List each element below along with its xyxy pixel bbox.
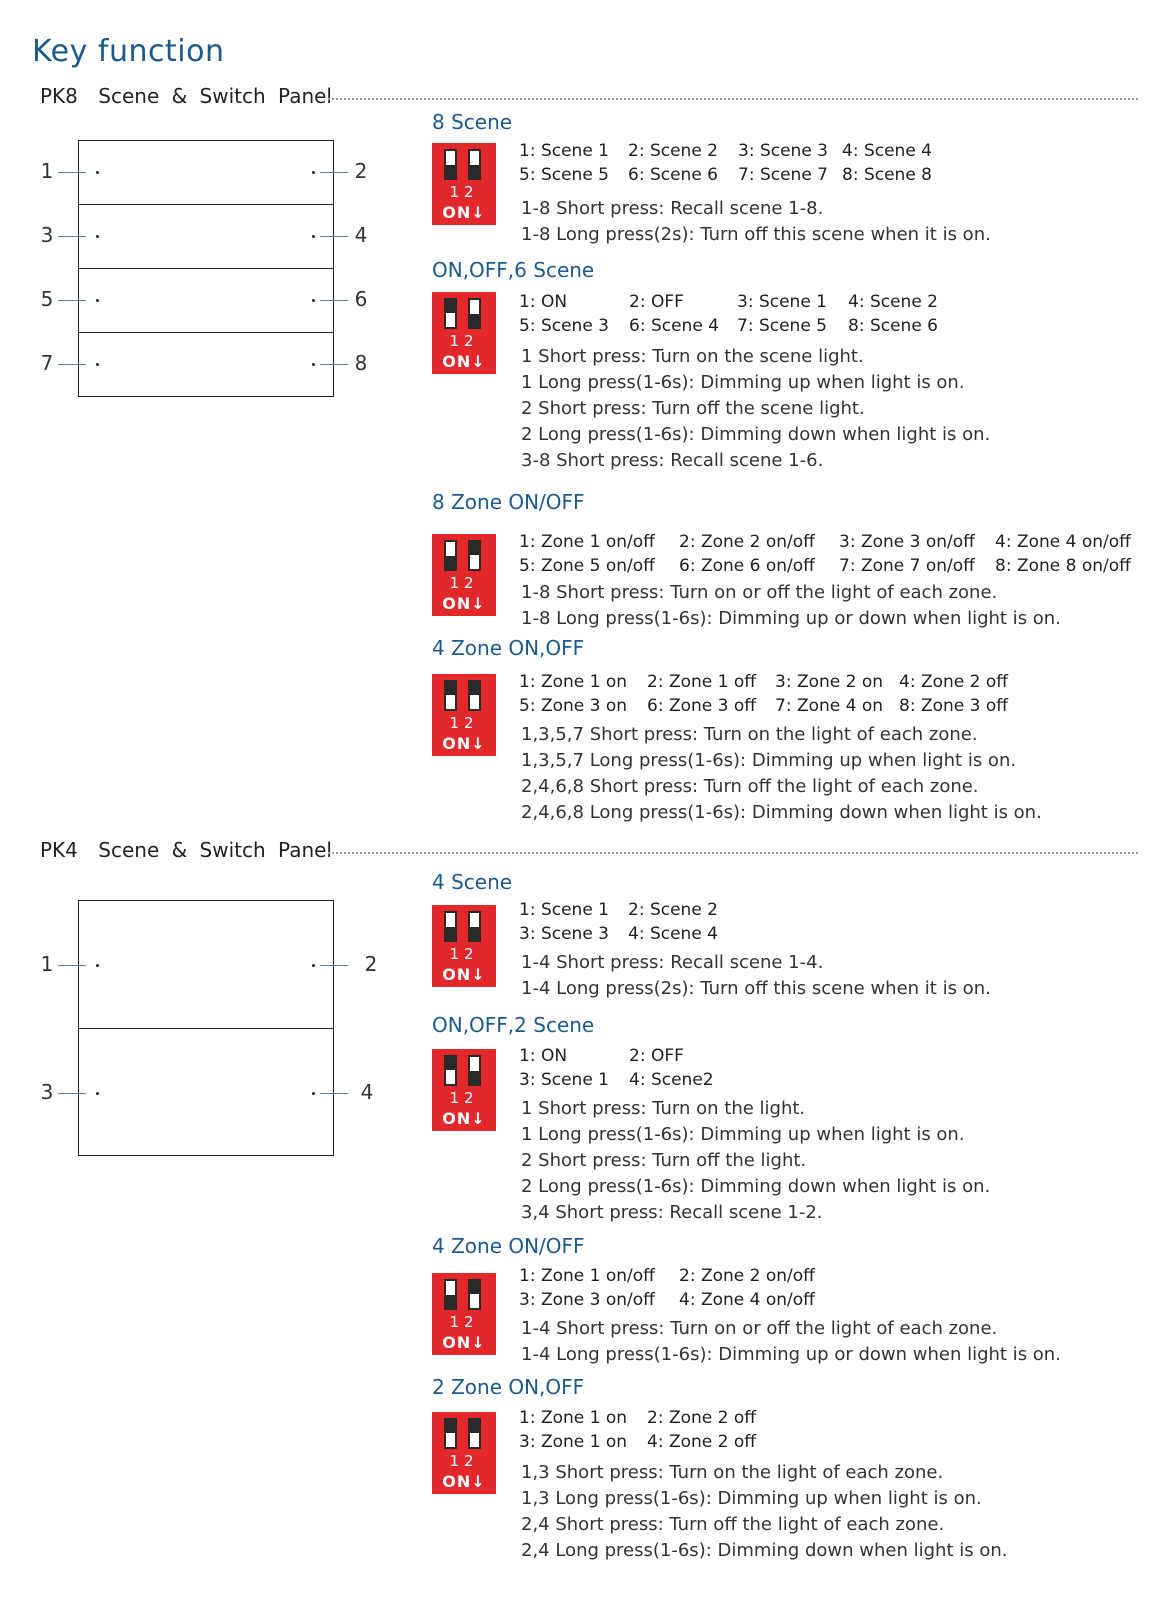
pk8-key-dot <box>96 235 99 238</box>
description-line: 1,3,5,7 Short press: Turn on the light of each zone. <box>521 724 978 745</box>
pk8-label-4: 4 <box>354 223 368 247</box>
dip-knob-2 <box>470 555 479 569</box>
key-assignment: 3: Zone 3 on/off <box>519 1290 655 1310</box>
pk8-diagram <box>40 140 370 400</box>
pk8-mode-description <box>521 344 990 474</box>
pk8-key-map <box>519 670 1008 718</box>
key-map-row <box>519 1264 815 1288</box>
key-assignment: 3: Zone 1 on <box>519 1432 628 1452</box>
description-line: 2,4 Short press: Turn off the light of each zone. <box>521 1514 945 1535</box>
pk8-key-dot <box>96 171 99 174</box>
key-assignment: 1: ON <box>519 1046 568 1066</box>
pk4-leader <box>320 965 348 966</box>
key-map-row <box>519 898 718 922</box>
key-assignment: 4: Zone 4 on/off <box>995 532 1131 552</box>
key-assignment: 3: Scene 3 <box>738 141 828 161</box>
page-title: Key function <box>32 34 225 69</box>
dip-on-label: ON↓ <box>442 1333 486 1352</box>
key-assignment: 8: Scene 8 <box>842 165 932 185</box>
dip-knob-2 <box>470 1057 479 1071</box>
pk8-leader <box>320 236 348 237</box>
pk4-key-row-2 <box>79 1029 333 1155</box>
pk4-divider <box>328 852 1138 854</box>
pk8-code: PK8 <box>40 84 78 108</box>
pk8-mode-heading: 4 Zone ON,OFF <box>432 636 585 660</box>
dip-on-label: ON↓ <box>442 594 486 613</box>
pk8-key-dot <box>312 363 315 366</box>
pk4-label-1: 1 <box>40 952 54 976</box>
pk8-divider <box>328 98 1138 100</box>
pk4-key-dot <box>312 1092 315 1095</box>
key-assignment: 3: Scene 1 <box>737 292 827 312</box>
pk8-key-row-2 <box>79 205 333 269</box>
dip-on-label: ON↓ <box>442 203 486 222</box>
key-assignment: 4: Scene 4 <box>628 924 718 944</box>
description-line: 2,4 Long press(1-6s): Dimming down when light is on. <box>521 1540 1008 1561</box>
description-line: 1-4 Long press(2s): Turn off this scene when it is on. <box>521 978 991 999</box>
key-assignment: 1: Scene 1 <box>519 900 609 920</box>
pk8-panel-title <box>40 84 332 108</box>
description-line: 1,3,5,7 Long press(1-6s): Dimming up when light is on. <box>521 750 1017 771</box>
description-line: 1,3 Long press(1-6s): Dimming up when light is on. <box>521 1488 982 1509</box>
pk8-key-dot <box>312 235 315 238</box>
pk4-leader <box>320 1093 348 1094</box>
dip-numbers: 12 <box>449 1089 479 1107</box>
description-line: 1,3 Short press: Turn on the light of each zone. <box>521 1462 944 1483</box>
key-assignment: 8: Scene 6 <box>848 316 938 336</box>
key-assignment: 2: OFF <box>629 292 684 312</box>
key-map-row <box>519 1068 714 1092</box>
key-map-row <box>519 670 1008 694</box>
pk4-key-dot <box>312 964 315 967</box>
pk4-key-map <box>519 1264 815 1312</box>
pk8-label-5: 5 <box>40 287 54 311</box>
dip-switch-icon <box>432 143 496 225</box>
description-line: 1-4 Short press: Turn on or off the light of each zone. <box>521 1318 998 1339</box>
pk4-key-dot <box>96 964 99 967</box>
key-assignment: 2: OFF <box>629 1046 684 1066</box>
dip-knob-2 <box>470 1294 479 1308</box>
dip-numbers: 12 <box>449 183 479 201</box>
pk4-key-map <box>519 898 718 946</box>
pk8-key-map <box>519 139 932 187</box>
key-assignment: 5: Scene 5 <box>519 165 609 185</box>
key-assignment: 6: Scene 6 <box>628 165 718 185</box>
pk8-label-8: 8 <box>354 351 368 375</box>
key-assignment: 2: Zone 1 off <box>647 672 756 692</box>
dip-numbers: 12 <box>449 1452 479 1470</box>
key-assignment: 1: Scene 1 <box>519 141 609 161</box>
key-assignment: 2: Zone 2 on/off <box>679 532 815 552</box>
key-assignment: 4: Zone 2 off <box>647 1432 756 1452</box>
key-map-row <box>519 314 938 338</box>
pk4-mode-description <box>521 1316 1061 1368</box>
key-assignment: 8: Zone 3 off <box>899 696 1008 716</box>
description-line: 1-8 Long press(2s): Turn off this scene when it is on. <box>521 224 991 245</box>
key-map-row <box>519 1044 714 1068</box>
pk4-label-3: 3 <box>40 1080 54 1104</box>
pk4-panel-title <box>40 838 332 862</box>
dip-switch-icon <box>432 292 496 374</box>
dip-numbers: 12 <box>449 332 479 350</box>
pk4-code: PK4 <box>40 838 78 862</box>
key-assignment: 4: Scene 2 <box>848 292 938 312</box>
pk8-key-map <box>519 530 1131 578</box>
key-assignment: 4: Zone 4 on/off <box>679 1290 815 1310</box>
key-assignment: 3: Scene 1 <box>519 1070 609 1090</box>
dip-knob-1 <box>446 695 455 709</box>
pk8-leader <box>320 172 348 173</box>
key-assignment: 5: Zone 5 on/off <box>519 556 655 576</box>
key-assignment: 1: Zone 1 on <box>519 1408 628 1428</box>
key-assignment: 6: Scene 4 <box>629 316 719 336</box>
pk4-mode-description <box>521 1460 1007 1564</box>
key-map-row <box>519 1406 756 1430</box>
dip-knob-2 <box>470 1433 479 1447</box>
pk4-label-2: 2 <box>364 952 378 976</box>
description-line: 2 Long press(1-6s): Dimming down when light is on. <box>521 424 991 445</box>
key-map-row <box>519 1430 756 1454</box>
pk8-label-2: 2 <box>354 159 368 183</box>
pk8-leader <box>320 300 348 301</box>
key-assignment: 2: Scene 2 <box>628 141 718 161</box>
key-assignment: 7: Zone 7 on/off <box>839 556 975 576</box>
dip-knob-1 <box>446 1433 455 1447</box>
dip-switch-icon <box>432 1412 496 1494</box>
pk8-mode-description <box>521 580 1061 632</box>
key-assignment: 7: Scene 7 <box>738 165 828 185</box>
key-assignment: 6: Zone 3 off <box>647 696 756 716</box>
dip-on-label: ON↓ <box>442 1472 486 1491</box>
dip-knob-2 <box>470 695 479 709</box>
description-line: 1-8 Long press(1-6s): Dimming up or down when light is on. <box>521 608 1061 629</box>
dip-knob-1 <box>446 542 455 556</box>
description-line: 1 Long press(1-6s): Dimming up when light is on. <box>521 1124 965 1145</box>
key-assignment: 3: Scene 3 <box>519 924 609 944</box>
key-map-row <box>519 554 1131 578</box>
dip-on-label: ON↓ <box>442 734 486 753</box>
key-map-row <box>519 139 932 163</box>
pk4-key-dot <box>96 1092 99 1095</box>
dip-knob-1 <box>446 151 455 165</box>
key-assignment: 4: Scene 4 <box>842 141 932 161</box>
description-line: 3-8 Short press: Recall scene 1-6. <box>521 450 824 471</box>
key-assignment: 5: Scene 3 <box>519 316 609 336</box>
dip-switch-icon <box>432 1273 496 1355</box>
description-line: 1-4 Short press: Recall scene 1-4. <box>521 952 824 973</box>
key-assignment: 8: Zone 8 on/off <box>995 556 1131 576</box>
key-assignment: 1: Zone 1 on/off <box>519 532 655 552</box>
pk8-key-dot <box>96 363 99 366</box>
dip-on-label: ON↓ <box>442 352 486 371</box>
key-map-row <box>519 922 718 946</box>
pk4-label-4: 4 <box>360 1080 374 1104</box>
pk4-key-row-1 <box>79 901 333 1029</box>
key-assignment: 7: Zone 4 on <box>775 696 884 716</box>
pk4-mode-description <box>521 1096 990 1226</box>
key-map-row <box>519 530 1131 554</box>
pk8-key-dot <box>96 299 99 302</box>
pk8-leader <box>58 172 86 173</box>
key-assignment: 1: Zone 1 on/off <box>519 1266 655 1286</box>
pk8-key-dot <box>312 171 315 174</box>
pk8-label-3: 3 <box>40 223 54 247</box>
pk4-name: Scene & Switch Panel <box>98 838 332 862</box>
dip-knob-1 <box>446 913 455 927</box>
pk4-key-map <box>519 1406 756 1454</box>
description-line: 2,4,6,8 Short press: Turn off the light of each zone. <box>521 776 979 797</box>
pk4-key-map <box>519 1044 714 1092</box>
pk4-leader <box>58 1093 86 1094</box>
pk4-mode-heading: 4 Scene <box>432 870 513 894</box>
pk8-mode-heading: 8 Zone ON/OFF <box>432 490 585 514</box>
pk8-mode-description <box>521 196 991 248</box>
key-assignment: 3: Zone 2 on <box>775 672 884 692</box>
description-line: 1 Short press: Turn on the light. <box>521 1098 806 1119</box>
dip-on-label: ON↓ <box>442 965 486 984</box>
dip-knob-2 <box>470 300 479 314</box>
description-line: 1-4 Long press(1-6s): Dimming up or down when light is on. <box>521 1344 1061 1365</box>
dip-knob-1 <box>446 313 455 327</box>
key-assignment: 1: Zone 1 on <box>519 672 628 692</box>
description-line: 1 Long press(1-6s): Dimming up when light is on. <box>521 372 965 393</box>
dip-knob-2 <box>470 913 479 927</box>
dip-knob-1 <box>446 1070 455 1084</box>
description-line: 1-8 Short press: Recall scene 1-8. <box>521 198 824 219</box>
pk8-label-1: 1 <box>40 159 54 183</box>
pk8-name: Scene & Switch Panel <box>98 84 332 108</box>
pk8-leader <box>58 300 86 301</box>
description-line: 2 Long press(1-6s): Dimming down when light is on. <box>521 1176 991 1197</box>
key-map-row <box>519 163 932 187</box>
key-assignment: 6: Zone 6 on/off <box>679 556 815 576</box>
key-map-row <box>519 1288 815 1312</box>
pk4-leader <box>58 965 86 966</box>
key-assignment: 3: Zone 3 on/off <box>839 532 975 552</box>
pk8-key-row-3 <box>79 269 333 333</box>
key-map-row <box>519 290 938 314</box>
pk8-key-map <box>519 290 938 338</box>
key-assignment: 4: Zone 2 off <box>899 672 1008 692</box>
pk8-leader <box>58 364 86 365</box>
pk8-label-6: 6 <box>354 287 368 311</box>
description-line: 2,4,6,8 Long press(1-6s): Dimming down when light is on. <box>521 802 1042 823</box>
description-line: 2 Short press: Turn off the scene light. <box>521 398 865 419</box>
pk8-key-row-1 <box>79 141 333 205</box>
dip-switch-icon <box>432 905 496 987</box>
key-assignment: 2: Scene 2 <box>628 900 718 920</box>
dip-knob-1 <box>446 1281 455 1295</box>
pk4-mode-heading: ON,OFF,2 Scene <box>432 1013 595 1037</box>
dip-numbers: 12 <box>449 945 479 963</box>
pk4-panel-outline <box>78 900 334 1156</box>
pk8-leader <box>58 236 86 237</box>
pk8-label-7: 7 <box>40 351 54 375</box>
description-line: 1 Short press: Turn on the scene light. <box>521 346 864 367</box>
pk8-key-row-4 <box>79 333 333 396</box>
dip-numbers: 12 <box>449 574 479 592</box>
key-map-row <box>519 694 1008 718</box>
key-assignment: 5: Zone 3 on <box>519 696 628 716</box>
pk8-panel-outline <box>78 140 334 397</box>
key-assignment: 4: Scene2 <box>629 1070 714 1090</box>
key-assignment: 1: ON <box>519 292 568 312</box>
description-line: 2 Short press: Turn off the light. <box>521 1150 807 1171</box>
pk8-key-dot <box>312 299 315 302</box>
description-line: 3,4 Short press: Recall scene 1-2. <box>521 1202 823 1223</box>
key-assignment: 7: Scene 5 <box>737 316 827 336</box>
key-assignment: 2: Zone 2 off <box>647 1408 756 1428</box>
pk8-leader <box>320 364 348 365</box>
pk4-mode-description <box>521 950 991 1002</box>
description-line: 1-8 Short press: Turn on or off the light of each zone. <box>521 582 998 603</box>
pk8-mode-heading: ON,OFF,6 Scene <box>432 258 595 282</box>
dip-numbers: 12 <box>449 714 479 732</box>
key-assignment: 2: Zone 2 on/off <box>679 1266 815 1286</box>
pk8-mode-description <box>521 722 1042 826</box>
pk4-mode-heading: 4 Zone ON/OFF <box>432 1234 585 1258</box>
pk4-diagram <box>40 900 378 1160</box>
dip-numbers: 12 <box>449 1313 479 1331</box>
dip-switch-icon <box>432 534 496 616</box>
dip-switch-icon <box>432 674 496 756</box>
dip-knob-2 <box>470 151 479 165</box>
pk8-mode-heading: 8 Scene <box>432 110 513 134</box>
dip-on-label: ON↓ <box>442 1109 486 1128</box>
dip-switch-icon <box>432 1049 496 1131</box>
pk4-mode-heading: 2 Zone ON,OFF <box>432 1375 585 1399</box>
